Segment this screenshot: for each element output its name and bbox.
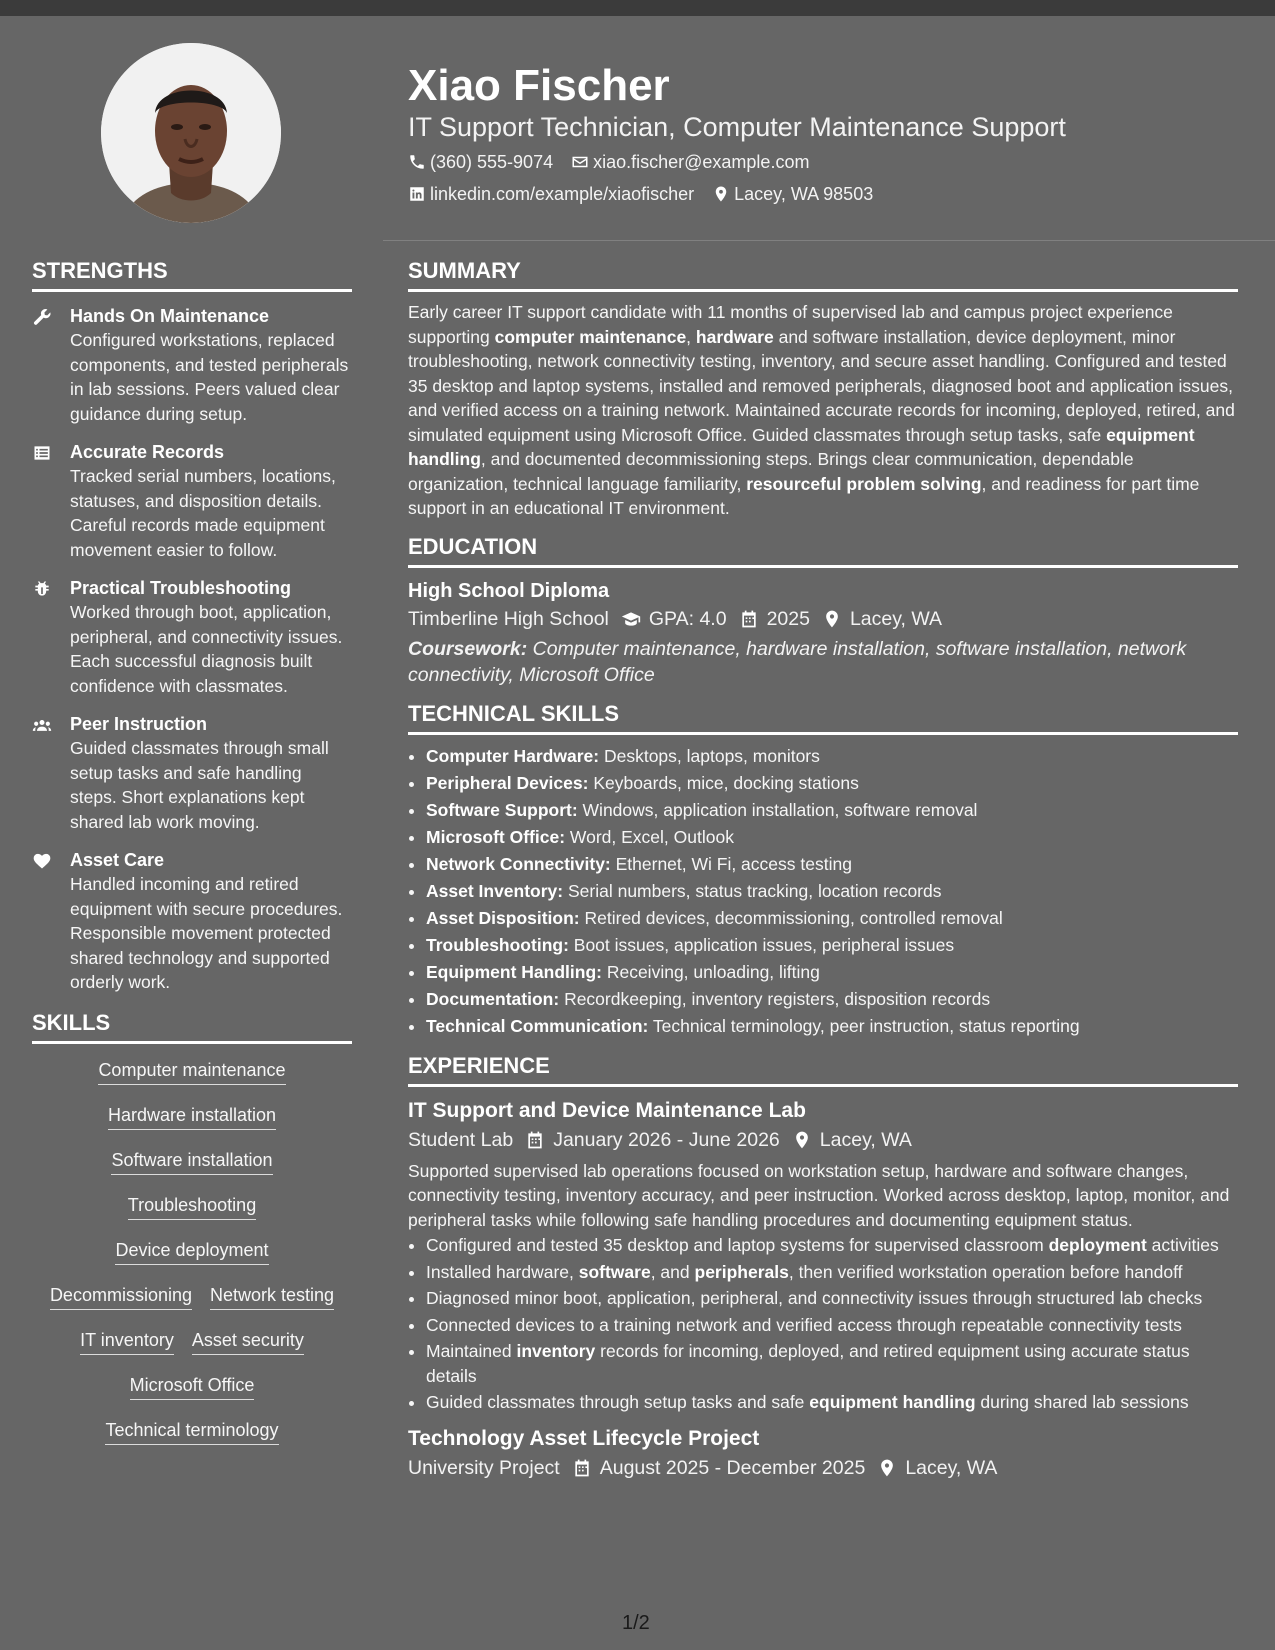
experience-bullet: [426, 1390, 1238, 1415]
skill-tag: Asset security: [192, 1329, 304, 1355]
skills-list: [32, 1050, 352, 1455]
experience-bullet: [426, 1233, 1238, 1258]
text-run: Connected devices to a training network and verified access through repeatable connectivity tests: [426, 1314, 1182, 1335]
technical-skill-item: [426, 932, 1238, 959]
strength-title: Practical Troubleshooting: [70, 578, 292, 598]
phone-contact: [408, 151, 553, 173]
skill-category: Peripheral Devices:: [426, 772, 589, 793]
graduation-year: 2025: [766, 607, 810, 630]
strength-title: Hands On Maintenance: [70, 306, 270, 326]
education-section: [408, 533, 1238, 688]
text-run: Configured and tested 35 desktop and laptop systems for supervised classroom: [426, 1235, 1049, 1255]
profile-photo: [101, 43, 281, 223]
organization: University Project: [408, 1456, 560, 1479]
skill-tag: IT inventory: [80, 1329, 174, 1355]
skill-values: Windows, application installation, software removal: [577, 799, 978, 820]
strength-description: Worked through boot, application, peripheral, and connectivity issues. Each successful diagnosis built confidence with classmates.: [70, 602, 343, 696]
bold-keyword: equipment handling: [809, 1392, 976, 1412]
candidate-name: Xiao Fischer: [408, 61, 670, 110]
experience-bullet: [426, 1339, 1238, 1388]
skill-row: [32, 1410, 352, 1455]
linkedin-url[interactable]: linkedin.com/example/xiaofischer: [430, 184, 695, 204]
experience-title: Technology Asset Lifecycle Project: [408, 1426, 760, 1450]
technical-skill-item: [426, 1013, 1238, 1040]
education-heading: EDUCATION: [408, 533, 1238, 568]
users-icon: [32, 712, 70, 834]
page-number: 1/2: [622, 1612, 650, 1634]
experience-description: Supported supervised lab operations focused on workstation setup, hardware and software changes, connectivity testing, inventory accuracy, and peer instruction. Worked across desktop, laptop, monitor, and peripheral tasks while following safe handling procedures and documenting equipment status.: [408, 1160, 1230, 1230]
text-run: Diagnosed minor boot, application, peripheral, and connectivity issues through structured lab checks: [426, 1288, 1203, 1308]
degree-title: High School Diploma: [408, 579, 610, 602]
contact-row-1: [408, 151, 827, 173]
calendar-icon: [572, 1458, 592, 1478]
strength-title: Accurate Records: [70, 442, 225, 462]
experience-location: Lacey, WA: [819, 1128, 912, 1151]
school-location: Lacey, WA: [849, 607, 943, 630]
resume-page: [0, 16, 1275, 1650]
skill-row: [32, 1320, 352, 1365]
strength-item: [32, 440, 352, 562]
text-run: and software installation, device deployment, minor troubleshooting, network connectivity testing, inventory, and secure asset handling. Configured and tested 35 desktop and laptop systems, installed and removed peripherals, diagnosed boot and application issues, and verified access on a training network. Maintained accurate records for incoming, deployed, retired, and simulated equipment using Microsoft Office. Guided classmates through setup tasks, safe: [408, 326, 1235, 445]
contact-row-2: [408, 183, 891, 205]
date-range: January 2026 - June 2026: [553, 1128, 780, 1151]
skill-category: Equipment Handling:: [426, 961, 602, 982]
technical-skill-item: [426, 878, 1238, 905]
education-meta: [408, 604, 1238, 634]
organization: Student Lab: [408, 1128, 514, 1151]
text-run: during shared lab sessions: [975, 1392, 1189, 1412]
experience-entry: [408, 1097, 1238, 1415]
phone-icon: [408, 153, 426, 171]
experience-location: Lacey, WA: [905, 1456, 998, 1479]
text-run: , and: [650, 1261, 695, 1282]
experience-bullet: [426, 1260, 1238, 1285]
skill-category: Documentation:: [426, 988, 560, 1009]
map-pin-icon: [712, 185, 730, 203]
summary-section: [408, 257, 1238, 521]
calendar-icon: [525, 1130, 545, 1150]
skill-tag: Computer maintenance: [98, 1059, 285, 1085]
bold-keyword: peripherals: [694, 1261, 789, 1282]
strength-body: [70, 304, 352, 426]
left-column: [32, 257, 352, 1455]
map-pin-icon: [792, 1130, 812, 1150]
skill-tag: Network testing: [210, 1284, 334, 1310]
text-run: Maintained: [426, 1341, 517, 1361]
skill-row: [32, 1230, 352, 1275]
strength-description: Configured workstations, replaced components, and tested peripherals in lab sessions. Peers valued clear guidance during setup.: [70, 330, 349, 424]
strength-body: [70, 848, 352, 995]
skill-category: Network Connectivity:: [426, 853, 611, 874]
technical-skill-item: [426, 770, 1238, 797]
coursework-list: Computer maintenance, hardware installation, software installation, network connectivity, Microsoft Office: [408, 637, 1187, 686]
experience-bullet: [426, 1286, 1238, 1311]
experience-list: [408, 1097, 1238, 1483]
coursework-label: Coursework:: [408, 637, 528, 660]
text-run: Installed hardware,: [426, 1261, 579, 1282]
bold-keyword: resourceful problem solving: [746, 473, 982, 494]
skill-tag: Hardware installation: [108, 1104, 276, 1130]
skill-values: Recordkeeping, inventory registers, disposition records: [559, 988, 991, 1009]
technical-skill-item: [426, 797, 1238, 824]
skill-category: Asset Inventory:: [426, 880, 564, 901]
strength-description: Guided classmates through small setup tasks and safe handling steps. Short explanations kept shared lab work moving.: [70, 738, 329, 832]
text-run: Early career IT support candidate with 11 months of supervised lab and campus project experience supporting: [408, 302, 1173, 347]
skills-heading: SKILLS: [32, 1009, 352, 1044]
location-text: Lacey, WA 98503: [734, 184, 874, 204]
header-divider: [383, 240, 1275, 241]
list-icon: [32, 440, 70, 562]
skill-tag: Troubleshooting: [128, 1194, 256, 1220]
skill-values: Word, Excel, Outlook: [565, 826, 734, 847]
text-run: activities: [1146, 1235, 1219, 1255]
skill-values: Retired devices, decommissioning, controlled removal: [579, 907, 1003, 928]
text-run: ,: [686, 326, 696, 347]
bold-keyword: inventory: [516, 1341, 596, 1361]
strength-item: [32, 848, 352, 995]
graduation-cap-icon: [621, 609, 641, 629]
technical-skills-list: [408, 743, 1238, 1040]
technical-skills-section: [408, 700, 1238, 1040]
strengths-heading: STRENGTHS: [32, 257, 352, 292]
skill-category: Computer Hardware:: [426, 745, 600, 766]
gpa: GPA: 4.0: [648, 607, 727, 630]
text-run: , and documented decommissioning steps. Brings clear communication, dependable organization, technical language familiarity,: [408, 449, 1134, 494]
skill-tag: Device deployment: [115, 1239, 268, 1265]
strengths-list: [32, 304, 352, 995]
strength-description: Handled incoming and retired equipment with secure procedures. Responsible movement protected shared technology and supported orderly work.: [70, 874, 343, 992]
skill-values: Keyboards, mice, docking stations: [588, 772, 859, 793]
skill-category: Asset Disposition:: [426, 907, 580, 928]
technical-skills-heading: TECHNICAL SKILLS: [408, 700, 1238, 735]
linkedin-contact[interactable]: [408, 183, 694, 205]
experience-section: [408, 1052, 1238, 1483]
skill-tag: Decommissioning: [50, 1284, 192, 1310]
summary-heading: SUMMARY: [408, 257, 1238, 292]
skill-row: [32, 1050, 352, 1095]
strength-item: [32, 576, 352, 698]
right-column: [408, 257, 1238, 1495]
bold-keyword: deployment: [1048, 1235, 1147, 1255]
skill-row: [32, 1275, 352, 1320]
technical-skill-item: [426, 986, 1238, 1013]
strength-body: [70, 440, 352, 562]
linkedin-icon: [408, 185, 426, 203]
technical-skill-item: [426, 743, 1238, 770]
bold-keyword: software: [578, 1261, 651, 1282]
experience-entry: [408, 1425, 1238, 1483]
experience-title: IT Support and Device Maintenance Lab: [408, 1098, 806, 1122]
map-pin-icon: [877, 1458, 897, 1478]
strength-item: [32, 304, 352, 426]
skill-tag: Microsoft Office: [130, 1374, 255, 1400]
skill-category: Troubleshooting:: [426, 934, 569, 955]
strength-title: Asset Care: [70, 850, 165, 870]
calendar-icon: [739, 609, 759, 629]
skill-category: Microsoft Office:: [426, 826, 566, 847]
envelope-icon: [571, 153, 589, 171]
strength-description: Tracked serial numbers, locations, statuses, and disposition details. Careful records made equipment movement easier to follow.: [70, 466, 336, 560]
skill-values: Serial numbers, status tracking, location records: [563, 880, 942, 901]
skill-row: [32, 1185, 352, 1230]
skill-values: Ethernet, Wi Fi, access testing: [610, 853, 852, 874]
summary-text: [408, 300, 1238, 521]
technical-skill-item: [426, 905, 1238, 932]
skill-values: Technical terminology, peer instruction, status reporting: [648, 1015, 1080, 1036]
technical-skill-item: [426, 851, 1238, 878]
technical-skill-item: [426, 959, 1238, 986]
text-run: , then verified workstation operation before handoff: [788, 1261, 1183, 1282]
email-address[interactable]: xiao.fischer@example.com: [593, 152, 810, 172]
experience-heading: EXPERIENCE: [408, 1052, 1238, 1087]
heart-icon: [32, 848, 70, 995]
portrait-image: [101, 43, 281, 223]
bold-keyword: hardware: [695, 326, 774, 347]
school-name: Timberline High School: [408, 607, 609, 630]
strength-body: [70, 712, 352, 834]
skill-values: Desktops, laptops, monitors: [599, 745, 820, 766]
skill-category: Software Support:: [426, 799, 578, 820]
skill-row: [32, 1365, 352, 1410]
bug-icon: [32, 576, 70, 698]
date-range: August 2025 - December 2025: [599, 1456, 866, 1479]
wrench-icon: [32, 304, 70, 426]
strength-body: [70, 576, 352, 698]
skill-tag: Software installation: [111, 1149, 272, 1175]
job-title: IT Support Technician, Computer Maintenance Support: [408, 112, 1066, 142]
email-contact[interactable]: [571, 151, 809, 173]
skill-row: [32, 1140, 352, 1185]
technical-skill-item: [426, 824, 1238, 851]
experience-meta: [408, 1453, 1238, 1483]
experience-meta: [408, 1125, 1238, 1155]
strength-title: Peer Instruction: [70, 714, 208, 734]
text-run: , and readiness for part time support in an educational IT environment.: [408, 473, 1200, 518]
skill-values: Boot issues, application issues, peripheral issues: [568, 934, 955, 955]
experience-bullets: [408, 1233, 1238, 1415]
skill-category: Technical Communication:: [426, 1015, 649, 1036]
experience-bullet: [426, 1313, 1238, 1338]
skill-values: Receiving, unloading, lifting: [601, 961, 820, 982]
bold-keyword: equipment handling: [408, 424, 1195, 469]
skill-row: [32, 1095, 352, 1140]
top-bar: [0, 0, 1275, 16]
strength-item: [32, 712, 352, 834]
coursework: [408, 636, 1238, 688]
phone-number: (360) 555-9074: [430, 152, 554, 172]
location-contact: [712, 183, 873, 205]
bold-keyword: computer maintenance: [494, 326, 687, 347]
text-run: Guided classmates through setup tasks and safe: [426, 1392, 810, 1412]
skill-tag: Technical terminology: [105, 1419, 278, 1445]
text-run: records for incoming, deployed, and retired equipment using accurate status details: [426, 1341, 1190, 1386]
map-pin-icon: [822, 609, 842, 629]
